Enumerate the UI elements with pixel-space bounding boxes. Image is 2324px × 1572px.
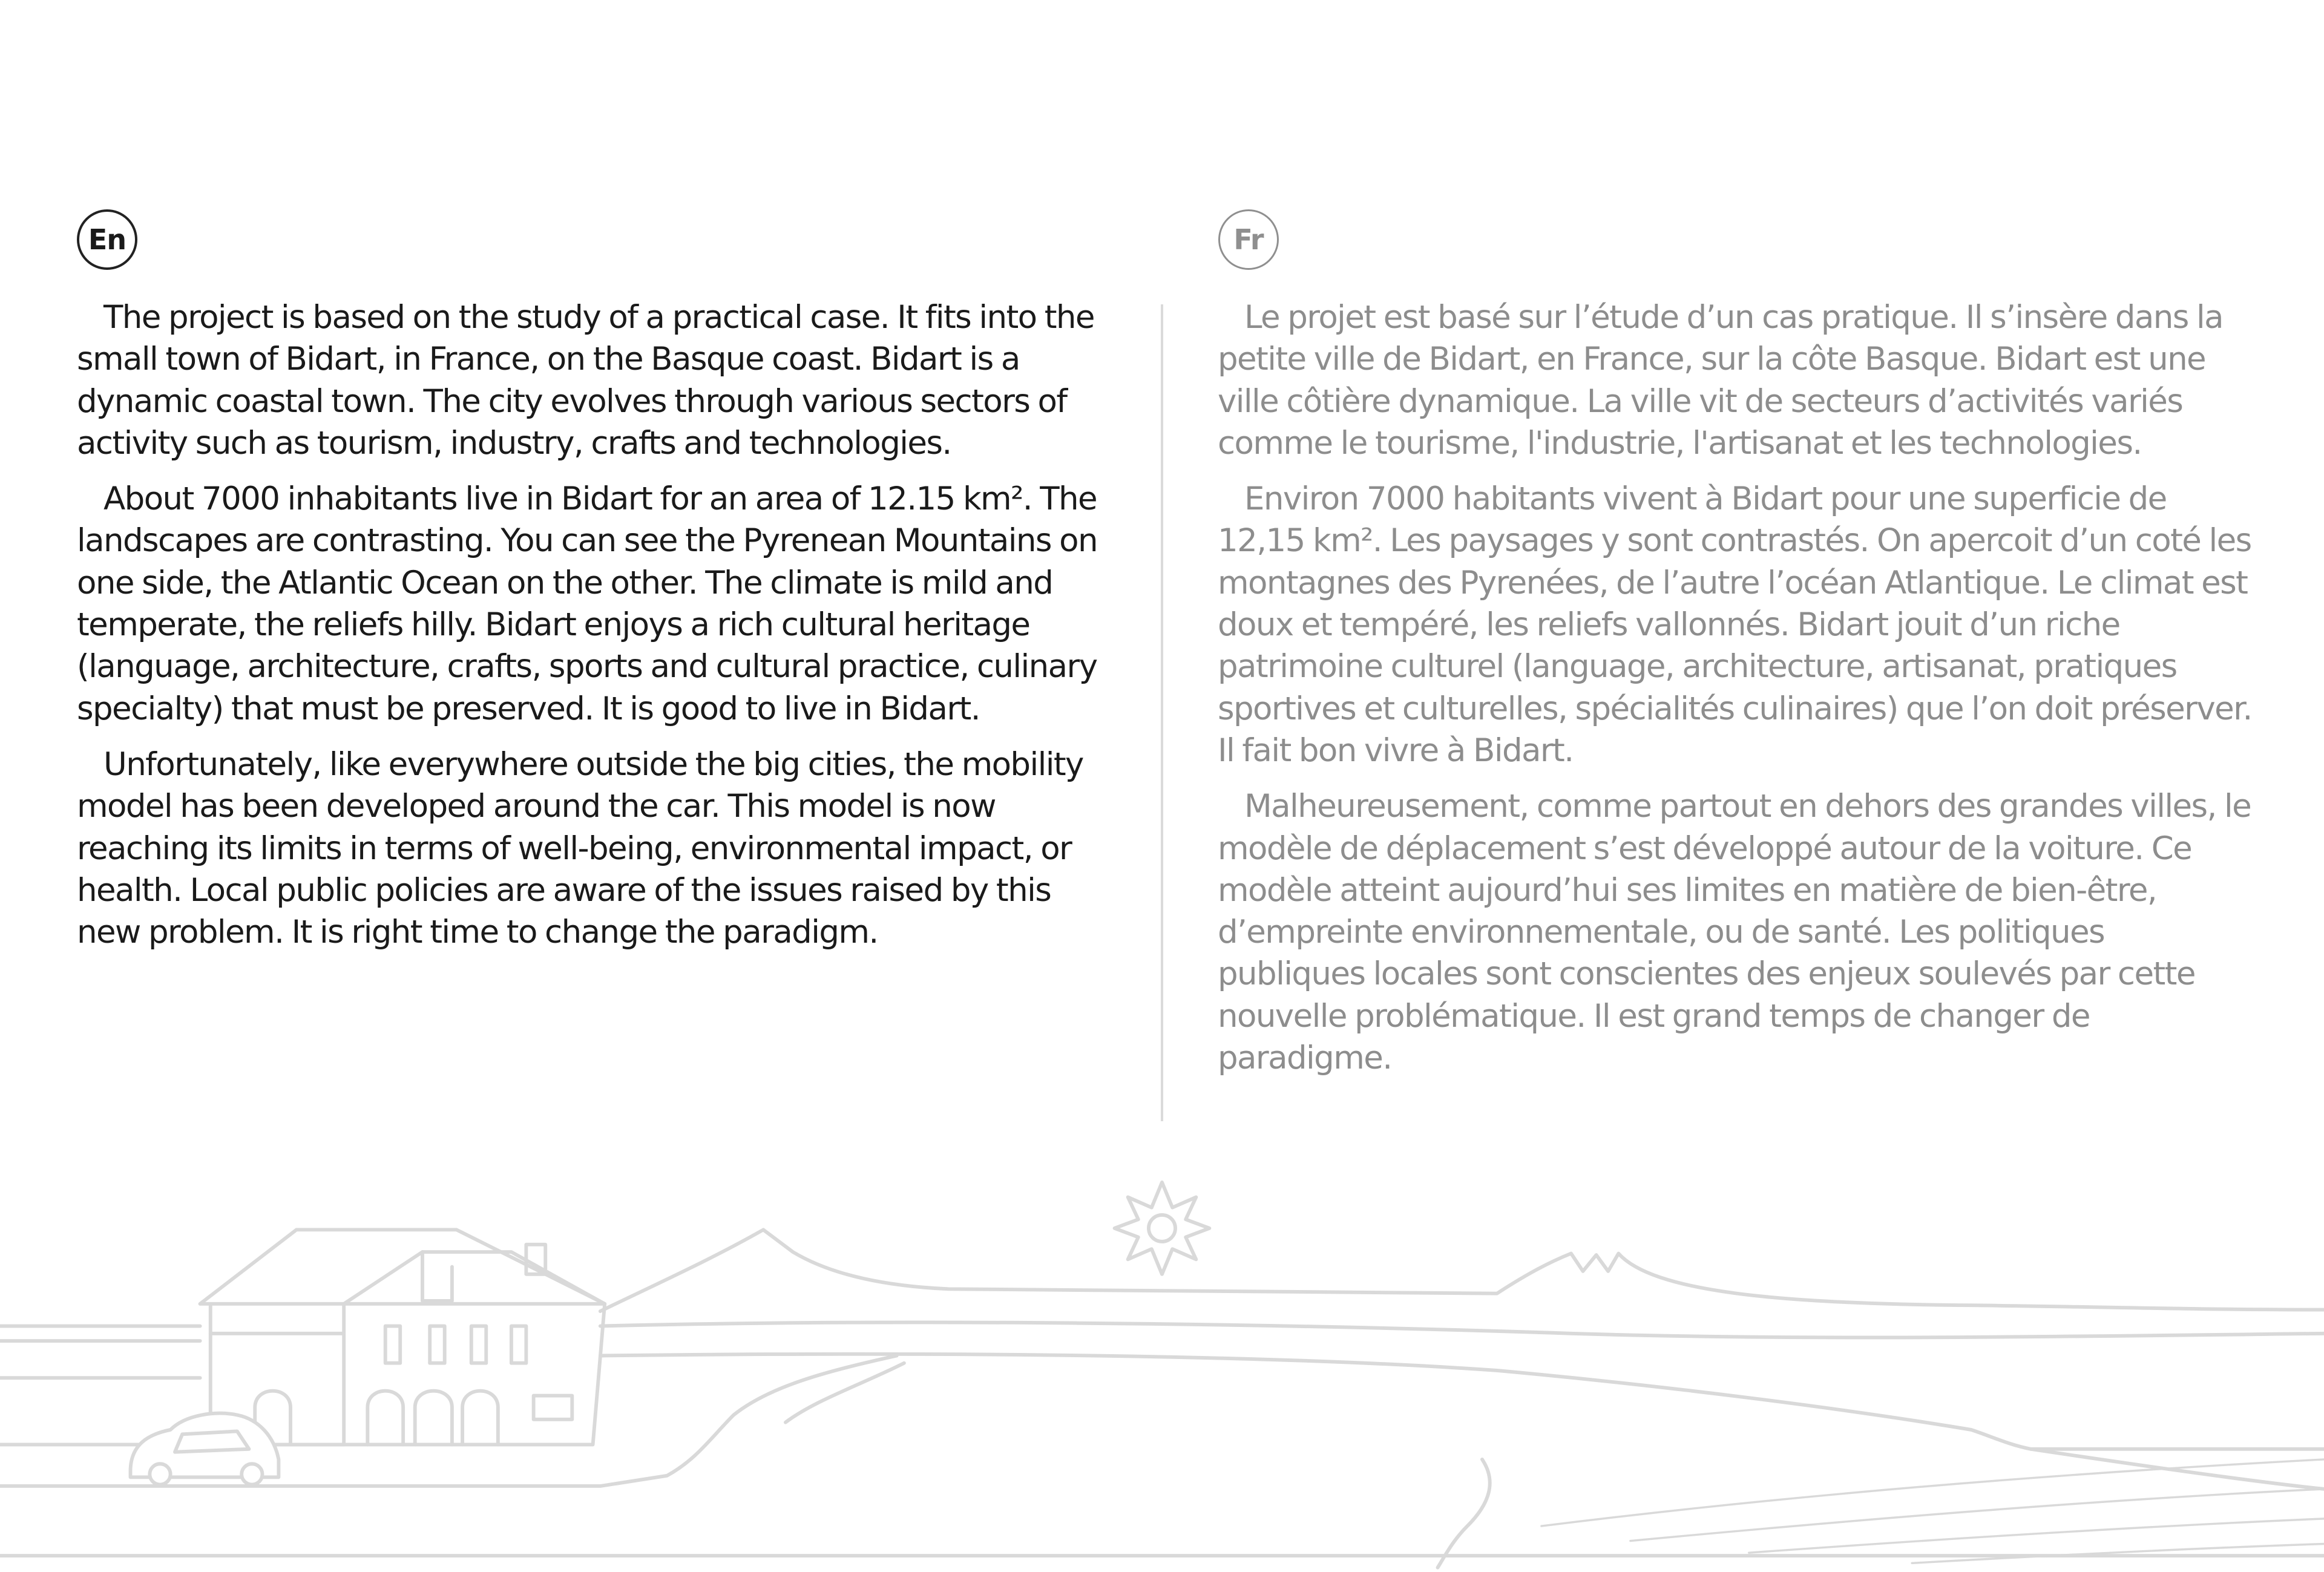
- road-far: [600, 1322, 2324, 1337]
- french-paragraph-2: Environ 7000 habitants vivent à Bidart pour une superficie de 12,15 km². Les paysages y sont contrastés. On apercoit d’un coté les montagnes des Pyrenées, de l’autre l’océan Atlantique. Le climat est doux et tempéré, les reliefs vallonnés. Bidart jouit d’un riche patrimoine culturel (language, architecture, artisanat, pratiques sportives et culturelles, spécialités culinaires) que l’on doit préserver. Il fait bon vivre à Bidart.: [1218, 480, 2252, 769]
- hill-right: [2030, 1449, 2324, 1489]
- sun-icon: [1115, 1182, 1210, 1274]
- french-column: [1218, 296, 2256, 1093]
- winding-path-inner: [786, 1363, 904, 1423]
- french-paragraph-1: Le projet est basé sur l’étude d’un cas pratique. Il s’insère dans la petite ville de Bidart, en France, sur la côte Basque. Bidart est une ville côtière dynamique. La ville vit de secteurs d’activités variés comme le tourisme, l'industrie, l'artisanat et les technologies.: [1218, 299, 2224, 462]
- house-illustration: [200, 1230, 605, 1444]
- language-badge-french: Fr: [1218, 209, 1279, 270]
- column-divider: [1161, 304, 1163, 1121]
- field-curve: [1438, 1459, 1490, 1568]
- english-paragraph-3: Unfortunately, like everywhere outside the big cities, the mobility model has been developed around the car. This model is now reaching its limits in terms of well-being, environmental impact, or health. Local public policies are aware of the issues raised by this new problem. It is right time to change the paradigm.: [77, 745, 1083, 951]
- road-mid: [600, 1354, 2324, 1449]
- mountain-ridge: [600, 1230, 2324, 1311]
- winding-path: [0, 1355, 897, 1485]
- english-column: [77, 296, 1115, 967]
- car-illustration: [131, 1413, 279, 1485]
- english-paragraph-2: About 7000 inhabitants live in Bidart for an area of 12.15 km². The landscapes are contrasting. You can see the Pyrenean Mountains on one side, the Atlantic Ocean on the other. The climate is mild and temperate, the reliefs hilly. Bidart enjoys a rich cultural heritage (language, architecture, crafts, sports and cultural practice, culinary specialty) that must be preserved. It is good to live in Bidart.: [77, 480, 1098, 727]
- french-paragraph-3: Malheureusement, comme partout en dehors des grandes villes, le modèle de déplacement s’est développé autour de la voiture. Ce modèle atteint aujourd’hui ses limites en matière de bien-être, d’empreinte environnementale, ou de santé. Les politiques publiques locales sont conscientes des enjeux soulevés par cette nouvelle problématique. Il est grand temps de changer de paradigme.: [1218, 788, 2251, 1077]
- language-badge-english: En: [77, 209, 137, 270]
- english-paragraph-1: The project is based on the study of a practical case. It fits into the small town of Bidart, in France, on the Basque coast. Bidart is a dynamic coastal town. The city evolves through various sectors of activity such as tourism, industry, crafts and technologies.: [77, 299, 1094, 462]
